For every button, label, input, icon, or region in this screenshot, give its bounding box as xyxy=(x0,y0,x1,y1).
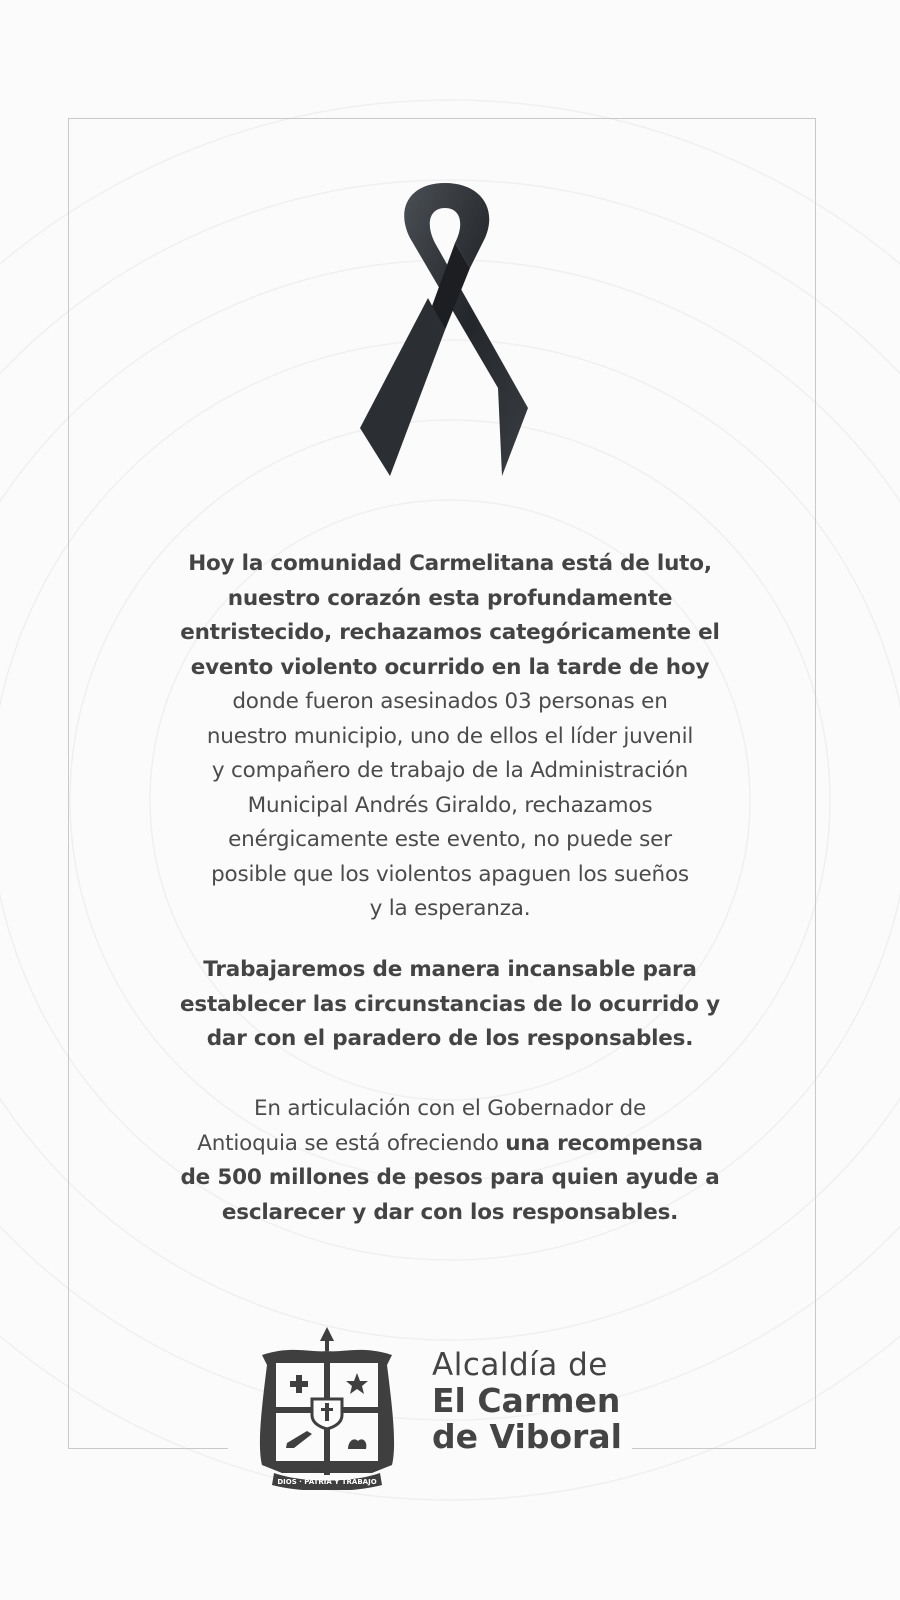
message-line: posible que los violentos apaguen los sueños xyxy=(211,861,689,887)
municipality-wordmark xyxy=(432,1347,622,1456)
message-paragraph-1 xyxy=(100,547,800,927)
message-line: y compañero de trabajo de la Administración xyxy=(211,758,689,783)
logo-shield-text: EL CARMEN DE VIBORAL xyxy=(308,1468,346,1472)
message-line: Municipal Andrés Giraldo, rechazamos xyxy=(247,792,653,818)
message-line: Trabajaremos de manera incansable para xyxy=(203,957,697,982)
wordmark-line-1: Alcaldía de xyxy=(432,1347,608,1383)
wordmark-line-2: El Carmen xyxy=(432,1381,621,1420)
message-line: de 500 millones de pesos para quien ayude a xyxy=(180,1165,720,1190)
message-line: dar con el paradero de los responsables. xyxy=(206,1026,694,1051)
message-line: y la esperanza. xyxy=(369,896,531,921)
message-line xyxy=(100,1127,800,1162)
message-text: Antioquia se está ofreciendo xyxy=(197,1130,506,1156)
message-line: establecer las circunstancias de lo ocurrido y xyxy=(180,991,720,1017)
message-line: entristecido, rechazamos categóricamente el xyxy=(180,620,720,645)
message-line: enérgicamente este evento, no puede ser xyxy=(228,827,672,852)
reward-highlight: una recompensa xyxy=(505,1130,703,1156)
municipal-coat-of-arms-icon xyxy=(252,1325,402,1490)
logo-motto: DIOS · PATRIA Y TRABAJO xyxy=(277,1478,377,1486)
message-line: esclarecer y dar con los responsables. xyxy=(221,1199,679,1225)
message-line: Hoy la comunidad Carmelitana está de luto, xyxy=(188,551,712,576)
black-ribbon-icon xyxy=(350,178,540,483)
message-line: En articulación con el Gobernador de xyxy=(253,1096,647,1121)
message-line: nuestro corazón esta profundamente xyxy=(227,585,673,611)
message-line: nuestro municipio, uno de ellos el líder juvenil xyxy=(206,723,694,749)
message-line: donde fueron asesinados 03 personas en xyxy=(232,689,668,714)
frame-bottom-left xyxy=(68,1448,228,1449)
frame-bottom-right xyxy=(632,1448,815,1449)
message-paragraph-3 xyxy=(100,1092,800,1230)
message-line: evento violento ocurrido en la tarde de hoy xyxy=(190,654,710,680)
wordmark-line-3: de Viboral xyxy=(432,1417,622,1456)
message-paragraph-2 xyxy=(100,953,800,1057)
